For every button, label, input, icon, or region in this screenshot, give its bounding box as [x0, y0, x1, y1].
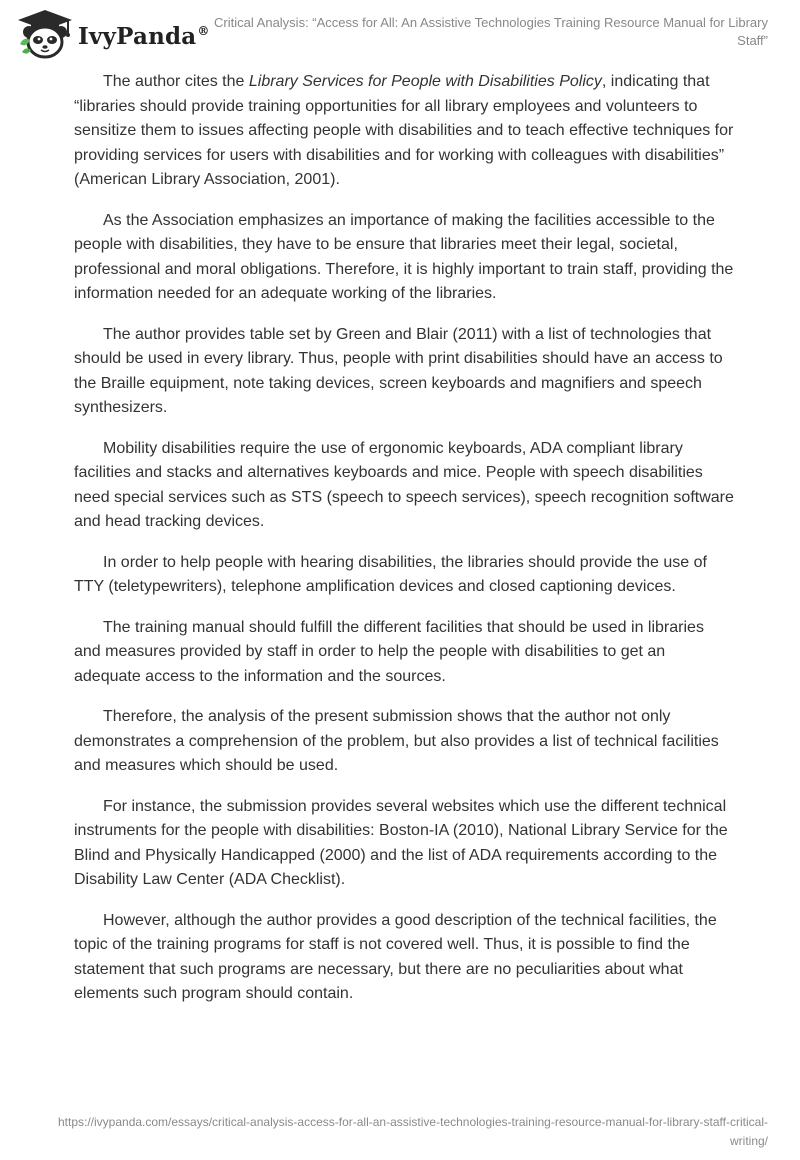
paragraph: However, although the author provides a good description of the technical facilities, the topic of the training programs for staff is not covered well. Thus, it is possible to find the statement that such programs are necessary, but there are no peculiarities about what elements such program should contain.: [74, 911, 717, 1002]
article-body: [74, 70, 734, 1023]
paragraph: The training manual should fulfill the different facilities that should be used in libraries and measures provided by staff in order to help the people with disabilities to get an adequate access to the information and the sources.: [74, 618, 704, 685]
registered-mark: ®: [197, 23, 210, 38]
document-title: Critical Analysis: “Access for All: An Assistive Technologies Training Resource Manual for Library Staff”: [214, 15, 768, 48]
paragraph: In order to help people with hearing disabilities, the libraries should provide the use of TTY (teletypewriters), telephone amplification devices and closed captioning devices.: [74, 553, 707, 595]
panda-graduate-icon: [16, 8, 74, 60]
source-url-link[interactable]: https://ivypanda.com/essays/critical-analysis-access-for-all-an-assistive-technologies-training-resource-manual-for-library-staff-critical-writing/: [57, 1115, 768, 1148]
ivypanda-logo[interactable]: [16, 8, 210, 60]
paragraph: The author provides table set by Green and Blair (2011) with a list of technologies that should be used in every library. Thus, people with print disabilities should have an access to the Braille equipment, note taking devices, screen keyboards and magnifiers and speech synthesizers.: [74, 325, 723, 416]
paragraph: Mobility disabilities require the use of ergonomic keyboards, ADA compliant library facilities and stacks and alternatives keyboards and mice. People with speech disabilities need special services such as STS (speech to speech services), speech recognition software and head tracking devices.: [74, 439, 734, 530]
page-header: [0, 0, 800, 70]
paragraph: Therefore, the analysis of the present submission shows that the author not only demonstrates a comprehension of the problem, but also provides a list of technical facilities and measures which should be used.: [74, 708, 719, 774]
paragraph: As the Association emphasizes an importance of making the facilities accessible to the people with disabilities, they have to be ensure that libraries meet their legal, societal, professional and moral obligations. Therefore, it is highly important to train staff, providing the information needed for an adequate working of the libraries.: [74, 211, 734, 302]
logo-text: IvyPanda®: [78, 22, 210, 50]
policy-title: Library Services for People with Disabilities Policy: [248, 73, 602, 90]
paragraph: For instance, the submission provides several websites which use the different technical instruments for the people with disabilities: Boston-IA (2010), National Library Service for the Blind and Physically Handicapped (2000) and the list of ADA requirements according to the Disability Law Center (ADA Checklist).: [74, 797, 728, 888]
paragraph: The author cites the Library Services for People with Disabilities Policy, indicating that “libraries should provide training opportunities for all library employees and volunteers to sensitize them to issues affecting people with disabilities and to teach effective techniques for providing services for users with disabilities and for working with colleagues with disabilities” (American Library Association, 2001).: [74, 73, 734, 188]
